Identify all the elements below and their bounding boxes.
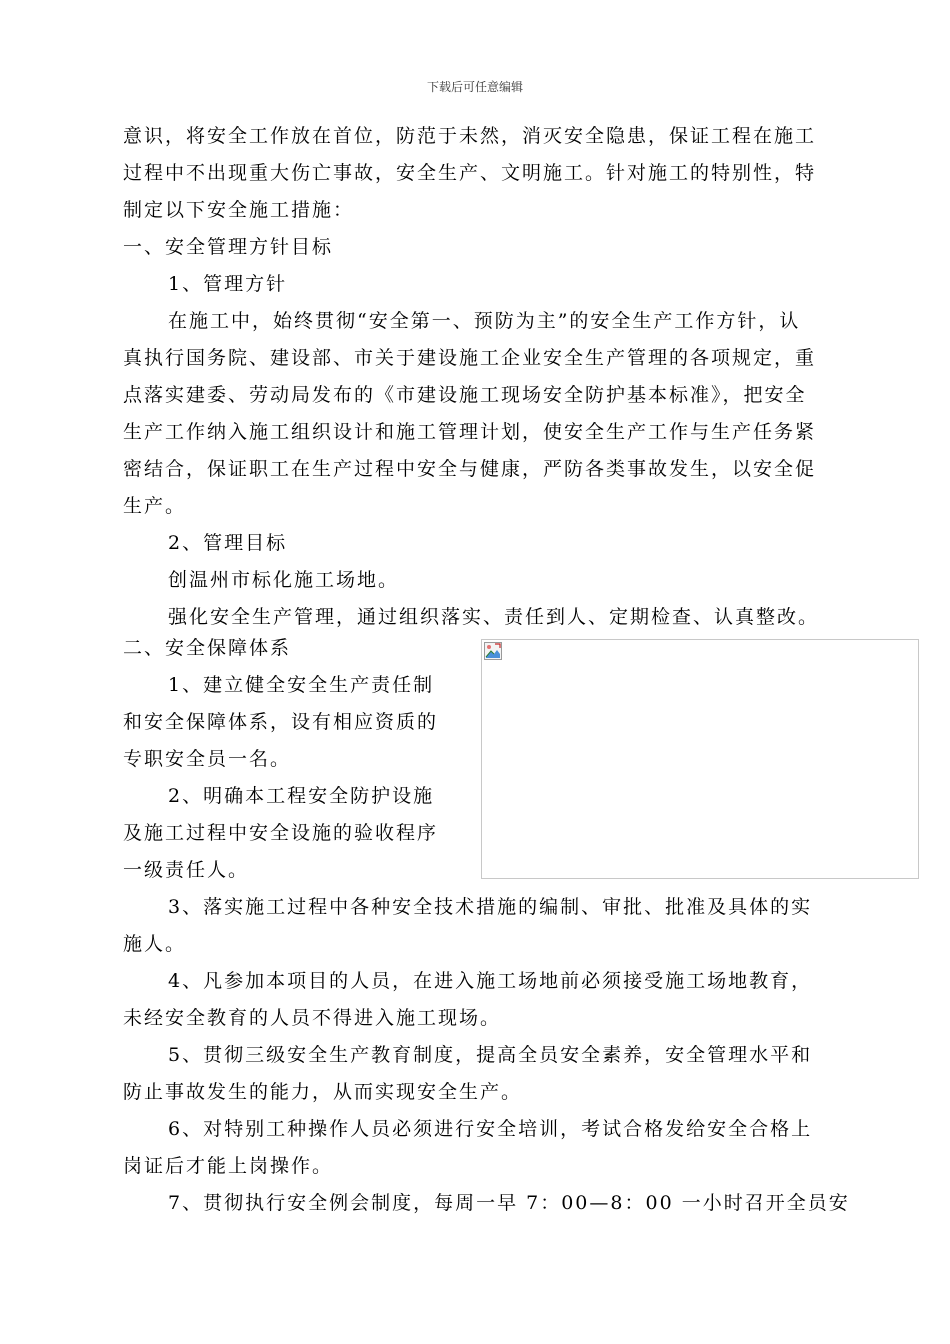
- sub1-paragraph-line: 生产工作纳入施工组织设计和施工管理计划，使安全生产工作与生产任务紧: [123, 421, 817, 443]
- page-header-note: 下载后可任意编辑: [426, 80, 523, 94]
- item3-line: 施人。: [123, 933, 187, 955]
- intro-line: 制定以下安全施工措施：: [123, 199, 355, 221]
- sub2-line: 强化安全生产管理，通过组织落实、责任到人、定期检查、认真整改。: [168, 606, 820, 628]
- sub1-paragraph-line: 在施工中，始终贯彻“安全第一、预防为主”的安全生产工作方针，认: [168, 310, 801, 332]
- embedded-image-placeholder: [481, 639, 919, 879]
- item5-line: 防止事故发生的能力，从而实现安全生产。: [123, 1081, 523, 1103]
- item2-line: 及施工过程中安全设施的验收程序: [123, 822, 439, 844]
- item1-line: 专职安全员一名。: [123, 748, 292, 770]
- section-one-heading: 一、安全管理方针目标: [123, 236, 334, 258]
- item7-line: 7、贯彻执行安全例会制度，每周一早 7：00—8：00 一小时召开全员安: [168, 1192, 850, 1214]
- broken-image-icon: [484, 642, 502, 660]
- sub2-line: 创温州市标化施工场地。: [168, 569, 400, 591]
- item4-line: 4、凡参加本项目的人员，在进入施工场地前必须接受施工场地教育，: [168, 970, 813, 992]
- intro-line: 过程中不出现重大伤亡事故，安全生产、文明施工。针对施工的特别性，特: [123, 162, 817, 184]
- item3-line: 3、落实施工过程中各种安全技术措施的编制、审批、批准及具体的实: [168, 896, 813, 918]
- main-text-upper: [123, 118, 863, 636]
- item2-line: 2、明确本工程安全防护设施: [168, 785, 435, 807]
- item2-line: 一级责任人。: [123, 859, 250, 881]
- item1-line: 和安全保障体系，设有相应资质的: [123, 711, 439, 733]
- section-two-left-column: [123, 630, 468, 889]
- item1-line: 1、建立健全安全生产责任制: [168, 674, 435, 696]
- sub1-title: 1、管理方针: [168, 273, 288, 295]
- intro-line: 意识，将安全工作放在首位，防范于未然，消灭安全隐患，保证工程在施工: [123, 125, 817, 147]
- sub1-paragraph-line: 真执行国务院、建设部、市关于建设施工企业安全生产管理的各项规定，重: [123, 347, 817, 369]
- section-two-heading: 二、安全保障体系: [123, 637, 292, 659]
- sub2-title: 2、管理目标: [168, 532, 288, 554]
- item4-line: 未经安全教育的人员不得进入施工现场。: [123, 1007, 502, 1029]
- sub1-paragraph-line: 密结合，保证职工在生产过程中安全与健康，严防各类事故发生，以安全促: [123, 458, 817, 480]
- item6-line: 6、对特别工种操作人员必须进行安全培训，考试合格发给安全合格上: [168, 1118, 813, 1140]
- item5-line: 5、贯彻三级安全生产教育制度，提高全员安全素养，安全管理水平和: [168, 1044, 813, 1066]
- sub1-paragraph-line: 生产。: [123, 495, 187, 517]
- main-text-lower: [123, 889, 863, 1222]
- item6-line: 岗证后才能上岗操作。: [123, 1155, 334, 1177]
- sub1-paragraph-line: 点落实建委、劳动局发布的《市建设施工现场安全防护基本标准》，把安全: [123, 384, 807, 406]
